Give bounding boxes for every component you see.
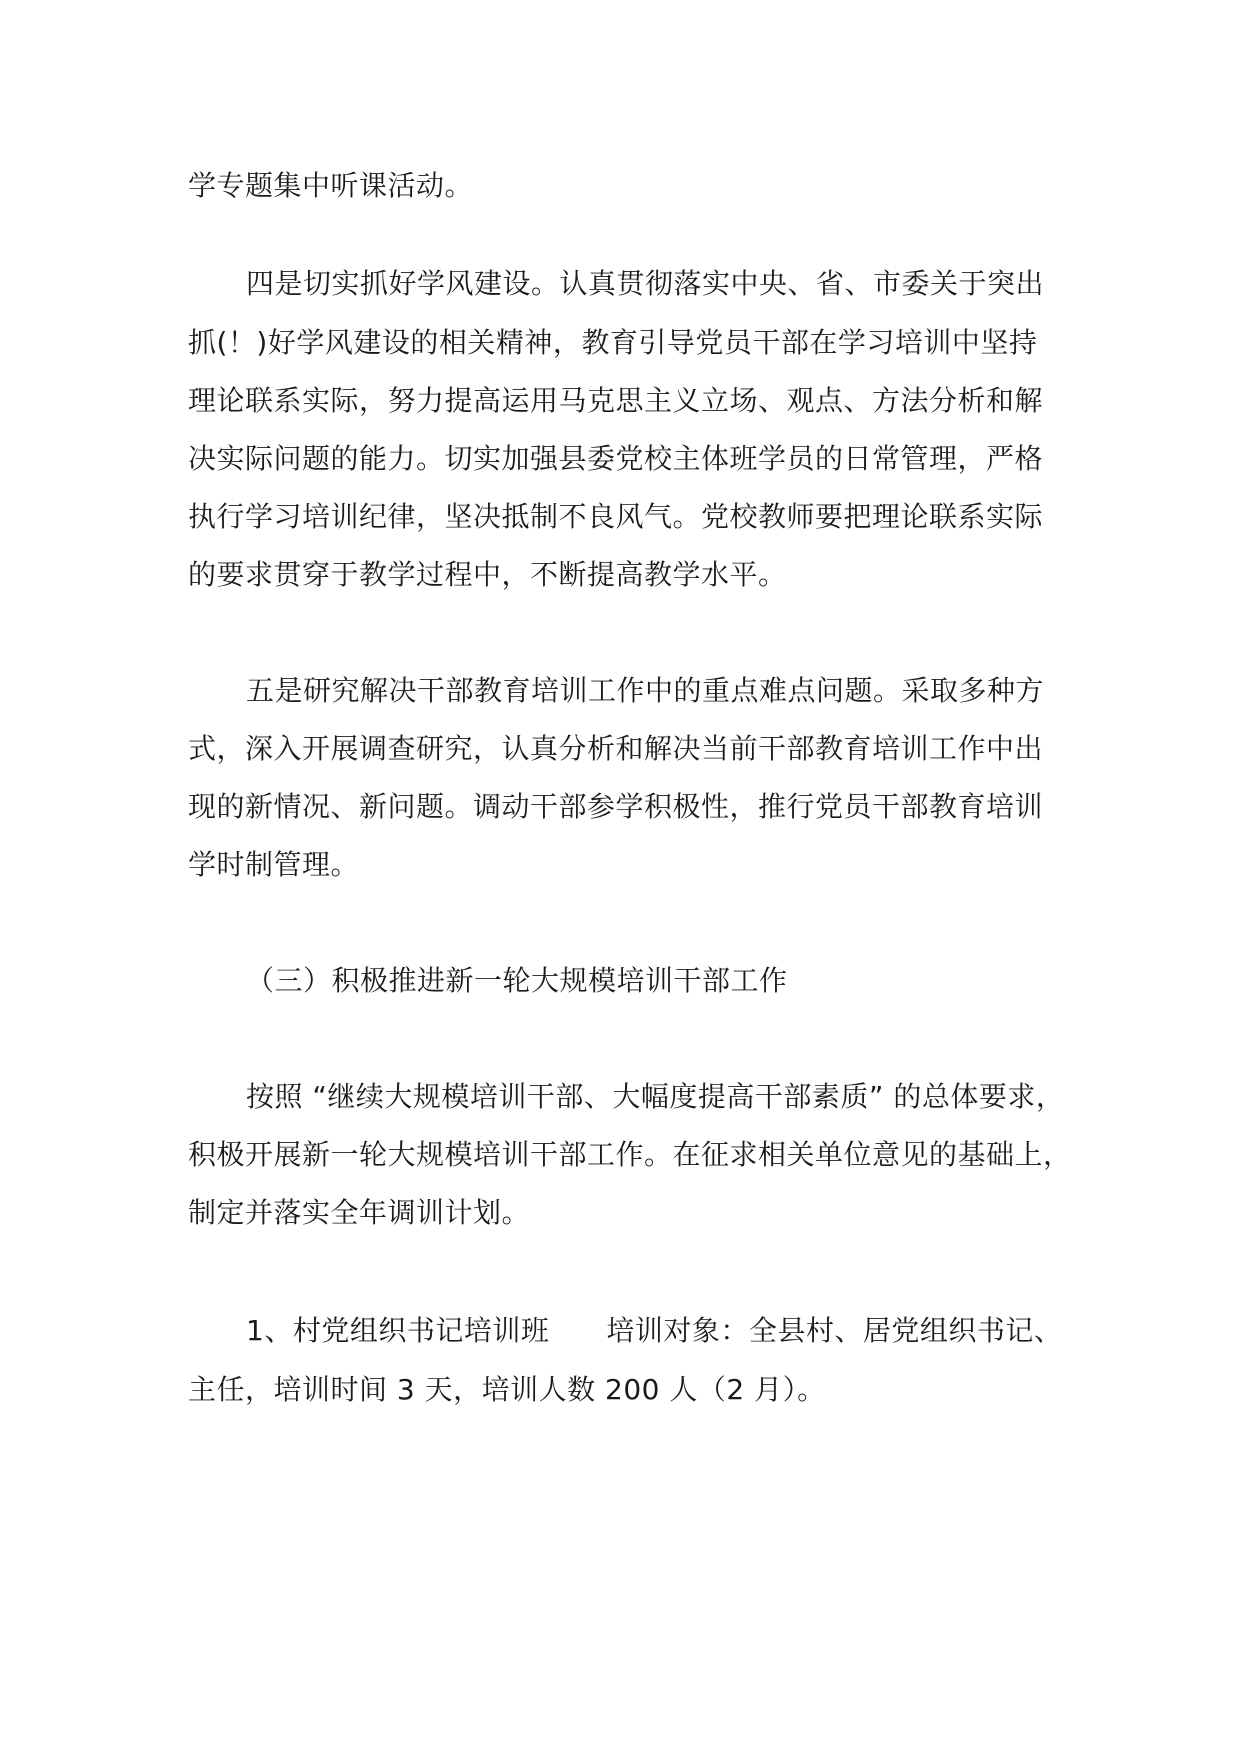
text-line: 抓(！)好学风建设的相关精神，教育引导党员干部在学习培训中坚持 (188, 326, 1038, 359)
text-line: 学时制管理。 (188, 848, 360, 881)
paragraph-first-line: 四是切实抓好学风建设。认真贯彻落实中央、省、市委关于突出 (246, 267, 1045, 300)
text-line: 执行学习培训纪律，坚决抵制不良风气。党校教师要把理论联系实际 (188, 500, 1044, 533)
text-line: 学专题集中听课活动。 (188, 169, 474, 202)
paragraph-first-line: 1、村党组织书记培训班 培训对象：全县村、居党组织书记、 (246, 1314, 1063, 1347)
text-line: 现的新情况、新问题。调动干部参学积极性，推行党员干部教育培训 (188, 790, 1044, 823)
text-line: 式，深入开展调查研究，认真分析和解决当前干部教育培训工作中出 (188, 732, 1044, 765)
text-line: 理论联系实际，努力提高运用马克思主义立场、观点、方法分析和解 (188, 384, 1044, 417)
section-heading: （三）积极推进新一轮大规模培训干部工作 (246, 964, 788, 997)
paragraph-first-line: 按照 “继续大规模培训干部、大幅度提高干部素质” 的总体要求， (246, 1080, 1065, 1113)
text-line: 主任，培训时间 3 天，培训人数 200 人（2 月）。 (188, 1373, 826, 1406)
text-line: 制定并落实全年调训计划。 (188, 1196, 531, 1229)
text-line: 积极开展新一轮大规模培训干部工作。在征求相关单位意见的基础上， (188, 1138, 1072, 1171)
paragraph-first-line: 五是研究解决干部教育培训工作中的重点难点问题。采取多种方 (246, 674, 1045, 707)
text-line: 决实际问题的能力。切实加强县委党校主体班学员的日常管理，严格 (188, 442, 1044, 475)
text-line: 的要求贯穿于教学过程中，不断提高教学水平。 (188, 558, 787, 591)
